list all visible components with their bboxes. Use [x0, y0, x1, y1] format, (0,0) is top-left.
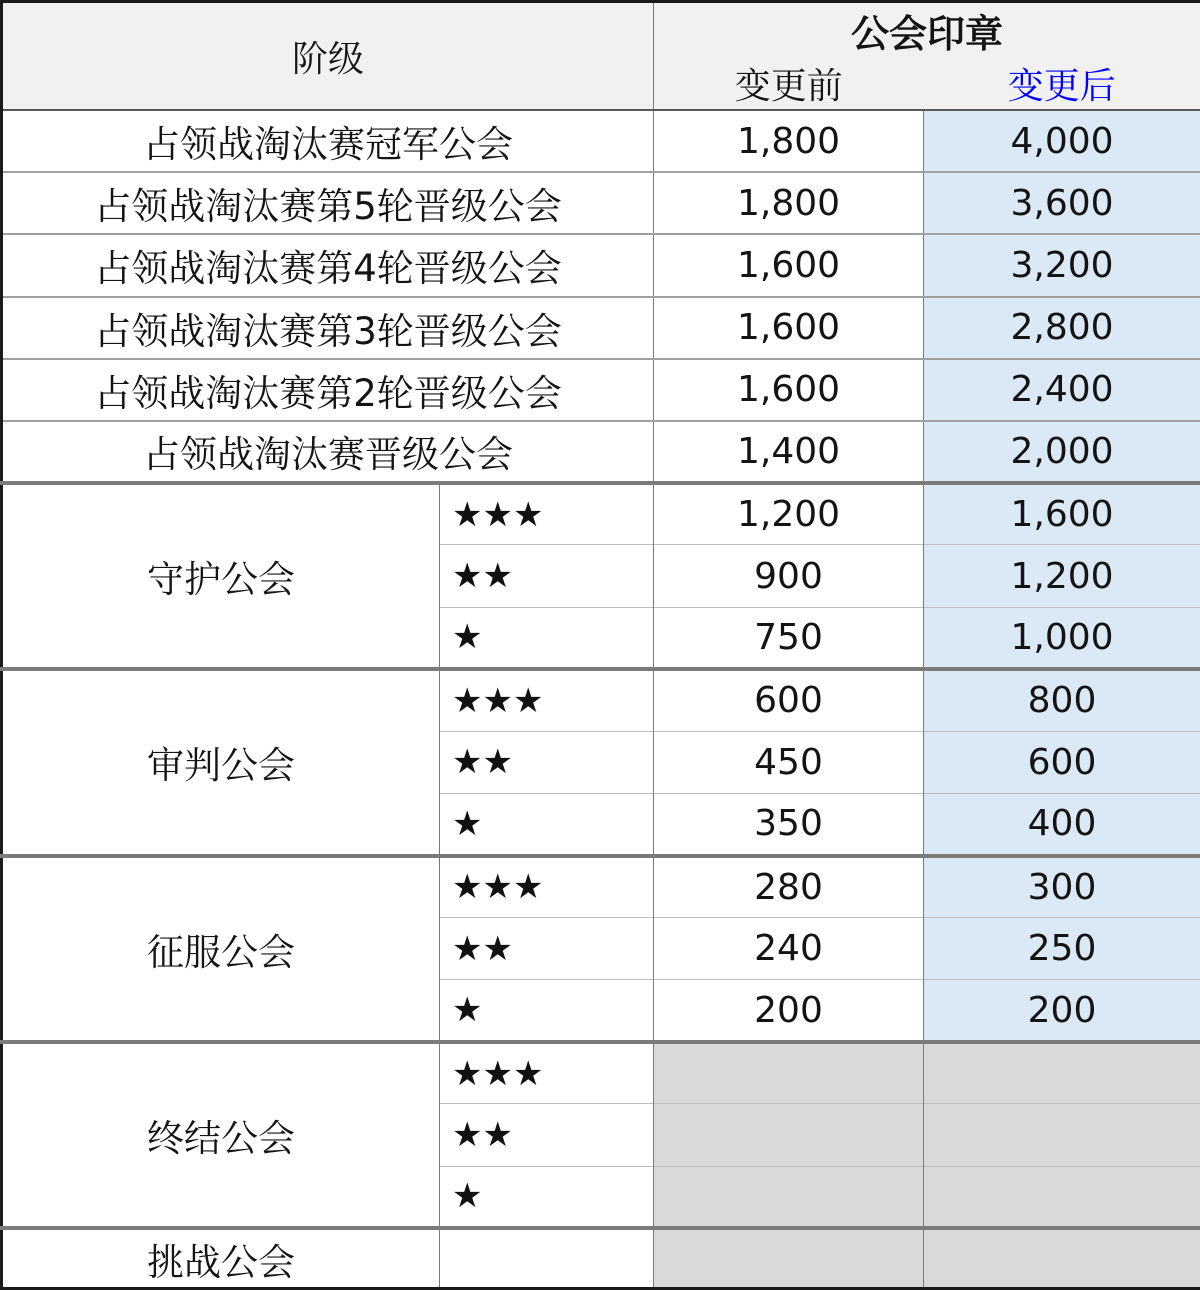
before-value: 1,800 [654, 110, 924, 172]
before-value-empty [654, 1042, 924, 1104]
before-value: 1,600 [654, 234, 924, 296]
after-value: 1,200 [924, 545, 1200, 607]
after-value-empty [924, 1166, 1200, 1228]
before-value: 1,200 [654, 483, 924, 545]
after-value-empty [924, 1228, 1200, 1288]
before-value: 900 [654, 545, 924, 607]
before-value: 280 [654, 856, 924, 918]
stars-cell: ★★ [440, 1104, 654, 1166]
table-row [2, 483, 1200, 545]
after-value: 3,200 [924, 234, 1200, 296]
after-value: 400 [924, 793, 1200, 855]
after-value: 300 [924, 856, 1200, 918]
stars-cell: ★ [440, 980, 654, 1042]
after-value: 1,000 [924, 607, 1200, 669]
stars-cell: ★★★ [440, 669, 654, 731]
group-name-cell: 守护公会 [2, 483, 440, 669]
after-value: 1,600 [924, 483, 1200, 545]
table-row [2, 669, 1200, 731]
after-value: 800 [924, 669, 1200, 731]
group-name-cell: 征服公会 [2, 856, 440, 1042]
after-value: 2,000 [924, 421, 1200, 483]
table-row [2, 172, 1200, 234]
after-value: 2,800 [924, 297, 1200, 359]
stars-cell: ★ [440, 1166, 654, 1228]
before-value-empty [654, 1104, 924, 1166]
before-value: 1,600 [654, 297, 924, 359]
table-row [2, 359, 1200, 421]
before-value: 750 [654, 607, 924, 669]
before-value: 600 [654, 669, 924, 731]
stars-cell: ★★★ [440, 856, 654, 918]
header-row-top [2, 2, 1200, 59]
after-value: 3,600 [924, 172, 1200, 234]
before-value: 450 [654, 731, 924, 793]
rank-name-cell: 占领战淘汰赛第2轮晋级公会 [2, 359, 654, 421]
rank-name-cell: 占领战淘汰赛晋级公会 [2, 421, 654, 483]
after-value: 2,400 [924, 359, 1200, 421]
table-row [2, 1042, 1200, 1104]
table-row [2, 421, 1200, 483]
rank-name-cell: 挑战公会 [2, 1228, 440, 1288]
before-value-empty [654, 1166, 924, 1228]
rank-name-cell: 占领战淘汰赛冠军公会 [2, 110, 654, 172]
rank-name-cell: 占领战淘汰赛第4轮晋级公会 [2, 234, 654, 296]
before-value: 240 [654, 918, 924, 980]
before-value-empty [654, 1228, 924, 1288]
table-row [2, 856, 1200, 918]
stars-cell: ★★★ [440, 1042, 654, 1104]
stars-cell: ★★★ [440, 483, 654, 545]
stars-cell: ★ [440, 607, 654, 669]
stars-cell: ★ [440, 793, 654, 855]
after-value-empty [924, 1104, 1200, 1166]
rank-name-cell: 占领战淘汰赛第5轮晋级公会 [2, 172, 654, 234]
after-value: 600 [924, 731, 1200, 793]
rank-header: 阶级 [2, 2, 654, 111]
table-row [2, 297, 1200, 359]
before-value: 200 [654, 980, 924, 1042]
after-header: 变更后 [924, 58, 1200, 110]
group-name-cell: 终结公会 [2, 1042, 440, 1228]
before-value: 350 [654, 793, 924, 855]
seal-header: 公会印章 [654, 2, 1200, 59]
rank-name-cell: 占领战淘汰赛第3轮晋级公会 [2, 297, 654, 359]
after-value: 200 [924, 980, 1200, 1042]
before-value: 1,800 [654, 172, 924, 234]
table-row [2, 110, 1200, 172]
table-row [2, 234, 1200, 296]
after-value: 4,000 [924, 110, 1200, 172]
group-name-cell: 审判公会 [2, 669, 440, 855]
before-value: 1,400 [654, 421, 924, 483]
stars-cell: ★★ [440, 918, 654, 980]
before-value: 1,600 [654, 359, 924, 421]
table-row [2, 1228, 1200, 1288]
before-header: 变更前 [654, 58, 924, 110]
after-value: 250 [924, 918, 1200, 980]
stars-cell-empty [440, 1228, 654, 1288]
stars-cell: ★★ [440, 731, 654, 793]
stars-cell: ★★ [440, 545, 654, 607]
after-value-empty [924, 1042, 1200, 1104]
